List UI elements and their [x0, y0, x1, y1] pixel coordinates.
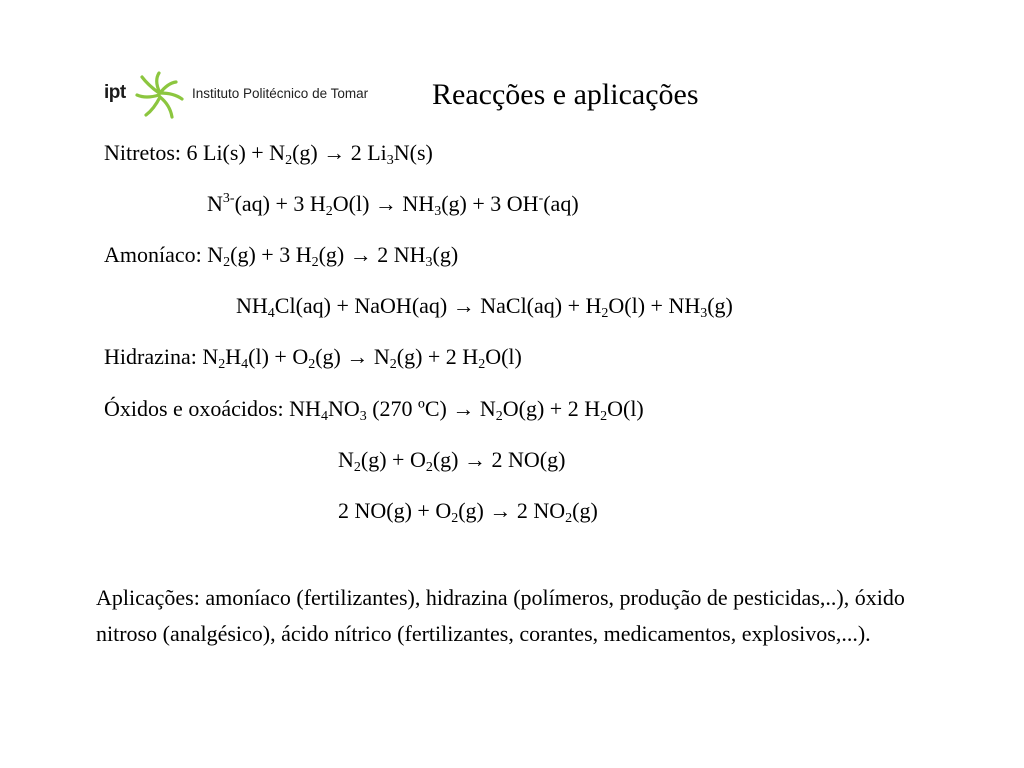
- chemical-equation: 2 $NO(g) + O_2(g) \to 2$ $NO_2(g)$: [338, 498, 598, 526]
- reaction-oxides: [104, 396, 644, 422]
- slide-title: Reacções e aplicações: [432, 78, 699, 111]
- chemical-equation: $NH_4NO_3$ (270 ºC) → $N_2O(g) + 2$ $H_2O(l)$: [289, 396, 644, 424]
- applications-paragraph: Aplicações: amoníaco (fertilizantes), hidrazina (polímeros, produção de pesticidas,..), óxido nitroso (analgésico), ácido nítrico (fertilizantes, corantes, medicamentos, explosivos,...).: [96, 585, 905, 646]
- logo-star-icon: [132, 71, 188, 121]
- institution-logo: [102, 69, 382, 123]
- reaction-label: Nitretos:: [104, 140, 187, 165]
- logo-institution-name: Instituto Politécnico de Tomar: [192, 86, 369, 101]
- reaction-nitride-hydrolysis: [207, 191, 579, 217]
- reaction-label: Óxidos e oxoácidos:: [104, 396, 290, 421]
- chemical-equation: 6 $Li(s) + N_2(g) \to 2$ $Li_3N(s)$: [186, 140, 433, 168]
- chemical-equation: $N_2(g) + O_2(g) \to 2$ NO(g): [338, 447, 566, 475]
- reaction-hydrazine: [104, 344, 522, 370]
- reaction-no-formation: [338, 447, 565, 473]
- chemical-equation: $N_2H_4(l) + O_2(g) \to N_2(g) + 2$ $H_2O(l)$: [202, 344, 522, 372]
- chemical-equation: $N_2(g) + 3$ $H_2(g) \to 2$ $NH_3(g)$: [207, 242, 459, 270]
- chemical-equation: $N^{3-}(aq) + 3$ $H_2O(l) \to NH_3(g) + 3$ OH-(aq): [207, 191, 579, 219]
- logo-abbreviation: ipt: [104, 82, 126, 103]
- reaction-ammonia-lab: [236, 293, 733, 319]
- reaction-nitrides: [104, 140, 433, 166]
- reaction-label: Hidrazina:: [104, 344, 203, 369]
- reaction-ammonia-synthesis: [104, 242, 458, 268]
- reaction-label: Amoníaco:: [104, 242, 208, 267]
- chemical-equation: $NH_4Cl(aq)$ + NaOH(aq) → NaCl(aq) + $H_2O(l) + NH_3(g)$: [236, 293, 733, 321]
- reaction-no2-formation: [338, 498, 598, 524]
